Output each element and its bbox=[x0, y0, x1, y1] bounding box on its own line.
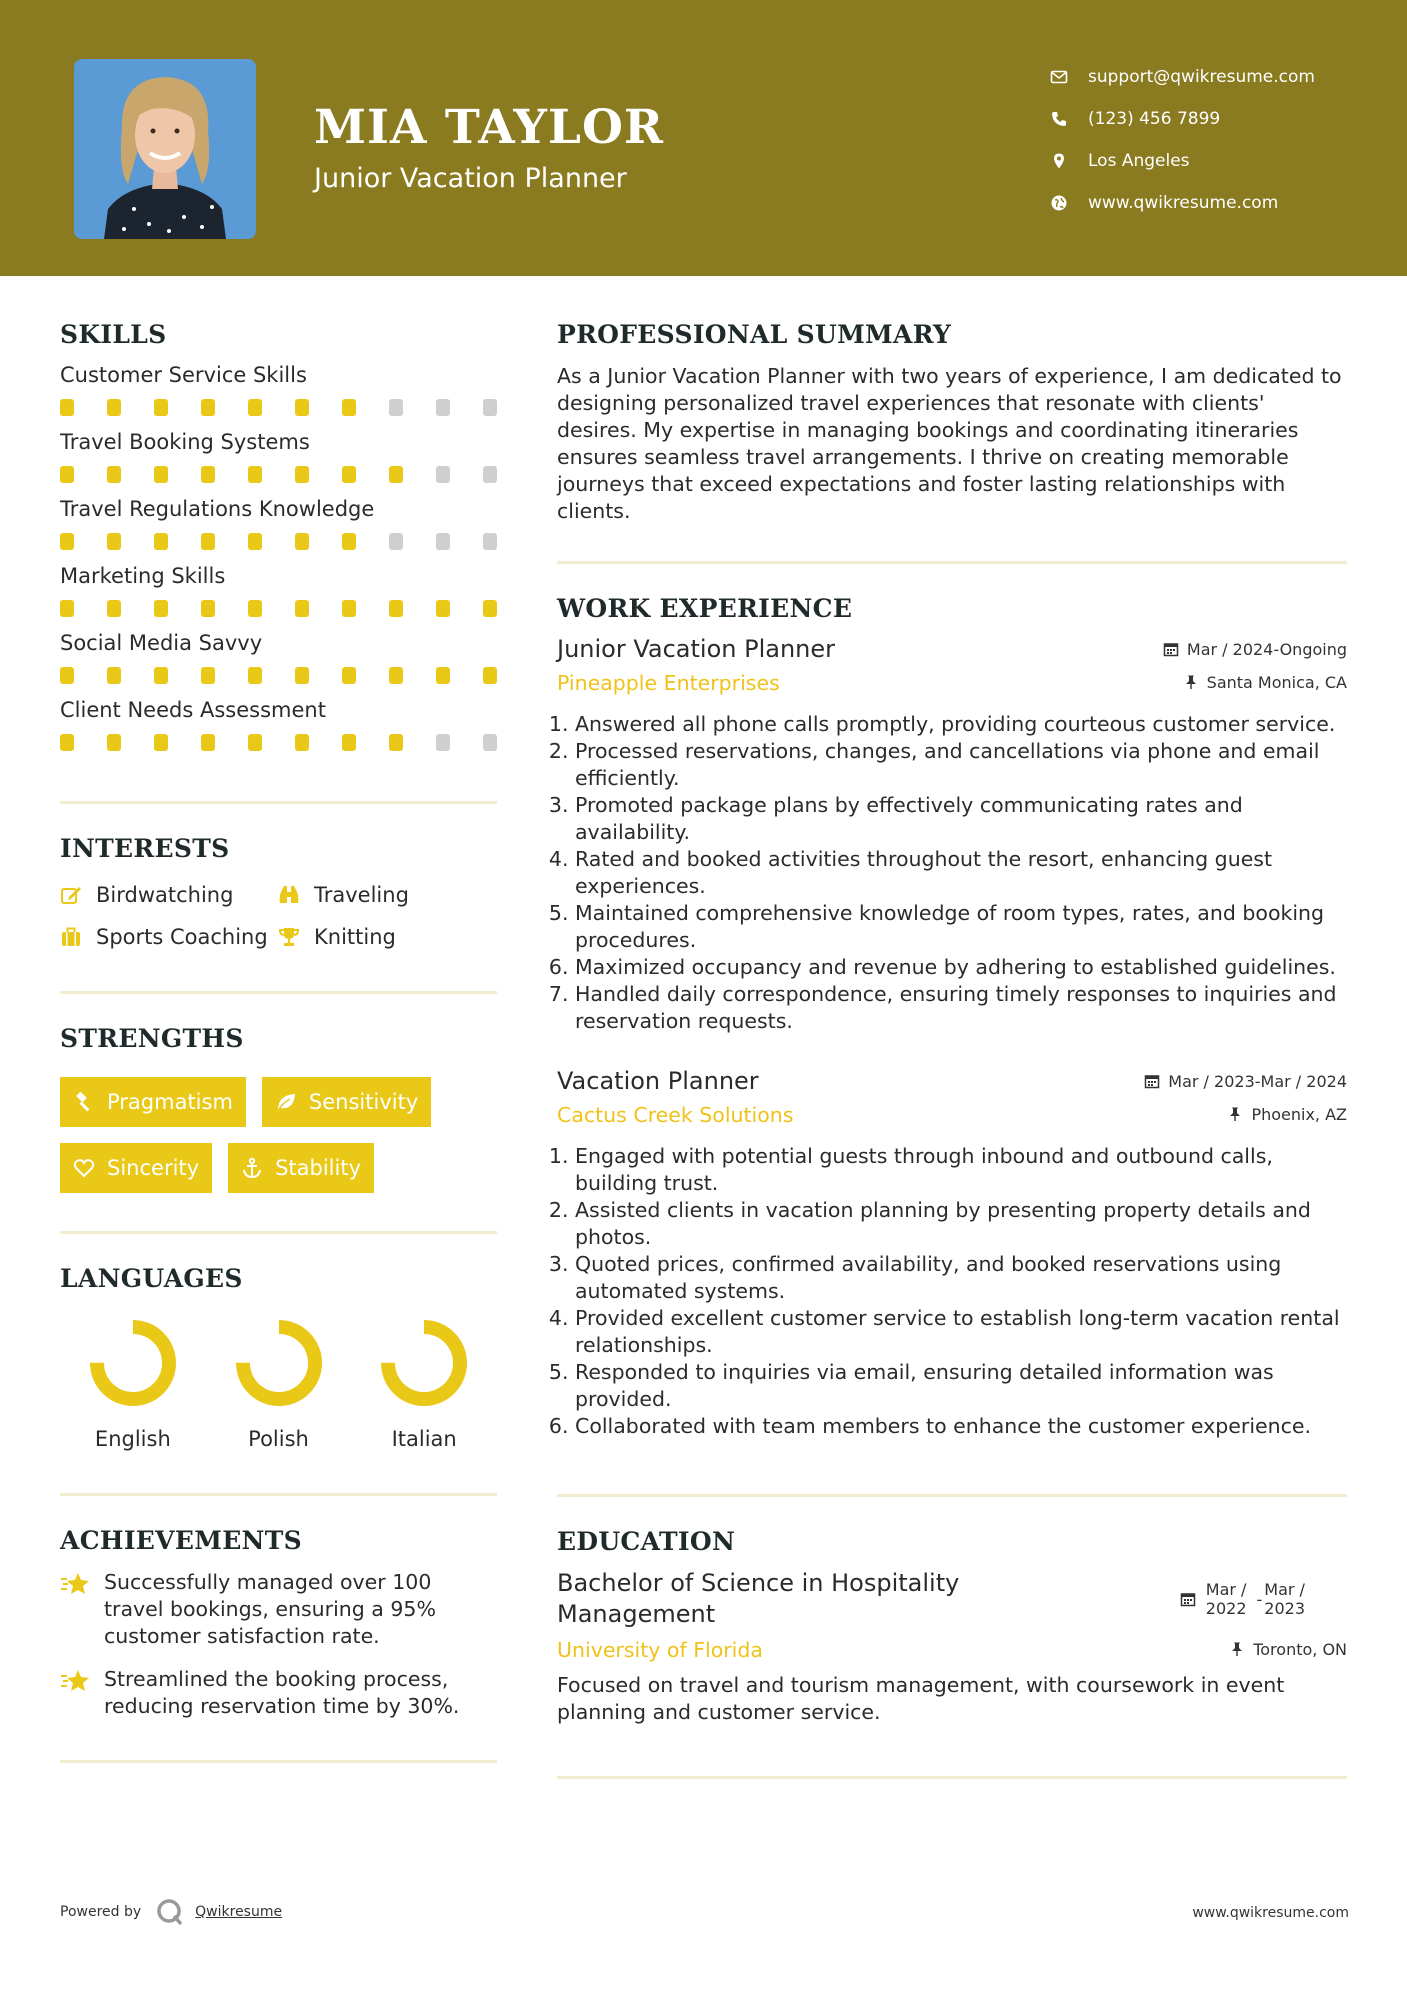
language-item bbox=[351, 1313, 497, 1451]
interest-label: Birdwatching bbox=[96, 883, 234, 907]
profile-photo-image bbox=[74, 59, 256, 239]
resume-header bbox=[0, 0, 1407, 276]
experience-title: WORK EXPERIENCE bbox=[557, 594, 853, 623]
rating-dot-filled bbox=[60, 600, 74, 617]
skill-rating bbox=[60, 466, 497, 483]
education-location-text: Toronto, ON bbox=[1253, 1639, 1347, 1659]
pushpin-icon bbox=[1183, 674, 1199, 690]
rating-dot-filled bbox=[295, 466, 309, 483]
skill-item bbox=[60, 363, 497, 416]
duty-item: 6. Maximized occupancy and revenue by adhering to established guidelines. bbox=[575, 954, 1347, 981]
duty-item: 2. Assisted clients in vacation planning by presenting property details and photos. bbox=[575, 1197, 1347, 1251]
education-start-year: 2022 bbox=[1205, 1599, 1247, 1618]
duty-list bbox=[557, 711, 1347, 1035]
trophy-icon bbox=[278, 926, 300, 948]
job-title: Vacation Planner bbox=[557, 1067, 759, 1095]
strengths-title: STRENGTHS bbox=[60, 1024, 244, 1053]
experience-section bbox=[557, 594, 1347, 1440]
calendar-icon bbox=[1163, 641, 1179, 657]
language-proficiency-arc bbox=[97, 1327, 169, 1399]
duty-item: 4. Rated and booked activities throughout the resort, enhancing guest experiences. bbox=[575, 846, 1347, 900]
summary-title: PROFESSIONAL SUMMARY bbox=[557, 320, 952, 349]
skill-rating bbox=[60, 533, 497, 550]
rating-dot-empty bbox=[483, 466, 497, 483]
rating-dot-empty bbox=[483, 533, 497, 550]
candidate-role: Junior Vacation Planner bbox=[314, 163, 627, 194]
language-proficiency-arc bbox=[243, 1327, 315, 1399]
job-title: Junior Vacation Planner bbox=[557, 635, 836, 663]
rating-dot-filled bbox=[248, 533, 262, 550]
rating-dot-filled bbox=[154, 734, 168, 751]
rating-dot-filled bbox=[248, 667, 262, 684]
section-divider bbox=[60, 1231, 497, 1234]
rating-dot-filled bbox=[295, 734, 309, 751]
rating-dot-empty bbox=[436, 399, 450, 416]
achievement-item bbox=[60, 1666, 497, 1720]
rating-dot-filled bbox=[154, 667, 168, 684]
rating-dot-filled bbox=[483, 667, 497, 684]
rating-dot-filled bbox=[154, 399, 168, 416]
rating-dot-filled bbox=[60, 399, 74, 416]
skill-rating bbox=[60, 667, 497, 684]
star-icon bbox=[60, 1570, 92, 1598]
education-title: EDUCATION bbox=[557, 1527, 736, 1556]
rating-dot-filled bbox=[60, 466, 74, 483]
job-date-text: Mar / 2024-Ongoing bbox=[1186, 639, 1347, 659]
interest-item bbox=[278, 883, 497, 907]
achievements-title: ACHIEVEMENTS bbox=[60, 1526, 302, 1555]
skill-item bbox=[60, 497, 497, 550]
rating-dot-filled bbox=[107, 466, 121, 483]
rating-dot-filled bbox=[248, 466, 262, 483]
degree-title: Bachelor of Science in Hospitality Management bbox=[557, 1569, 960, 1628]
leaf-icon bbox=[275, 1091, 297, 1113]
calendar-icon bbox=[1144, 1073, 1160, 1089]
strength-label: Sensitivity bbox=[308, 1090, 419, 1114]
contact-website[interactable] bbox=[1050, 182, 1315, 224]
phone-icon bbox=[1050, 110, 1068, 128]
rating-dot-filled bbox=[295, 533, 309, 550]
rating-dot-filled bbox=[342, 399, 356, 416]
contact-phone[interactable] bbox=[1050, 98, 1315, 140]
rating-dot-filled bbox=[107, 533, 121, 550]
right-column bbox=[557, 320, 1347, 1779]
strength-label: Pragmatism bbox=[107, 1090, 233, 1114]
rating-dot-filled bbox=[154, 533, 168, 550]
interests-section bbox=[60, 834, 497, 949]
interest-item bbox=[278, 925, 497, 949]
contact-location bbox=[1050, 140, 1315, 182]
rating-dot-filled bbox=[201, 533, 215, 550]
footer-branding bbox=[60, 1897, 282, 1927]
section-divider bbox=[557, 1776, 1347, 1779]
rating-dot-filled bbox=[389, 466, 403, 483]
pushpin-icon bbox=[1227, 1106, 1243, 1122]
brand-link[interactable]: Qwikresume bbox=[195, 1904, 283, 1920]
languages-section bbox=[60, 1264, 497, 1451]
binoculars-icon bbox=[278, 884, 300, 906]
contact-phone-text: (123) 456 7899 bbox=[1088, 109, 1221, 129]
globe-icon bbox=[1050, 194, 1068, 212]
company-name: Pineapple Enterprises bbox=[557, 671, 780, 695]
contact-location-text: Los Angeles bbox=[1088, 151, 1190, 171]
contact-email[interactable] bbox=[1050, 56, 1315, 98]
skill-name: Social Media Savvy bbox=[60, 631, 263, 655]
anchor-icon bbox=[241, 1157, 263, 1179]
rating-dot-filled bbox=[389, 600, 403, 617]
job-entry bbox=[557, 1067, 1347, 1440]
interest-label: Traveling bbox=[314, 883, 409, 907]
rating-dot-filled bbox=[60, 734, 74, 751]
section-divider bbox=[60, 1493, 497, 1496]
strength-label: Sincerity bbox=[107, 1156, 200, 1180]
strengths-section bbox=[60, 1024, 497, 1193]
rating-dot-filled bbox=[201, 466, 215, 483]
language-name: Polish bbox=[248, 1427, 309, 1451]
language-proficiency-arc bbox=[388, 1327, 460, 1399]
rating-dot-filled bbox=[436, 667, 450, 684]
rating-dot-filled bbox=[201, 667, 215, 684]
skill-item bbox=[60, 430, 497, 483]
school-name: University of Florida bbox=[557, 1638, 763, 1662]
qwikresume-logo-icon bbox=[155, 1897, 185, 1927]
section-divider bbox=[557, 561, 1347, 564]
section-divider bbox=[557, 1494, 1347, 1497]
section-divider bbox=[60, 1760, 497, 1763]
skill-name: Travel Regulations Knowledge bbox=[60, 497, 375, 521]
duty-item: 3. Quoted prices, confirmed availability, and booked reservations using automated systems. bbox=[575, 1251, 1347, 1305]
education-description: Focused on travel and tourism management, with coursework in event planning and customer service. bbox=[557, 1673, 1285, 1724]
skill-name: Marketing Skills bbox=[60, 564, 226, 588]
candidate-name: MIA TAYLOR bbox=[314, 100, 664, 155]
skill-rating bbox=[60, 734, 497, 751]
language-item bbox=[60, 1313, 206, 1451]
duty-item: 1. Engaged with potential guests through inbound and outbound calls, building trust. bbox=[575, 1143, 1347, 1197]
rating-dot-filled bbox=[60, 667, 74, 684]
skill-item bbox=[60, 564, 497, 617]
job-location bbox=[1183, 673, 1347, 692]
pencil-square-icon bbox=[60, 884, 82, 906]
job-date bbox=[1163, 640, 1347, 659]
achievement-text: Successfully managed over 100 travel bookings, ensuring a 95% customer satisfaction rate. bbox=[104, 1570, 436, 1648]
section-divider bbox=[60, 801, 497, 804]
duty-item: 6. Collaborated with team members to enhance the customer experience. bbox=[575, 1413, 1347, 1440]
contact-list bbox=[1050, 56, 1315, 224]
languages-title: LANGUAGES bbox=[60, 1264, 243, 1293]
skill-name: Client Needs Assessment bbox=[60, 698, 326, 722]
summary-section bbox=[557, 320, 1347, 525]
rating-dot-filled bbox=[201, 600, 215, 617]
duty-item: 1. Answered all phone calls promptly, providing courteous customer service. bbox=[575, 711, 1347, 738]
contact-website-text: www.qwikresume.com bbox=[1088, 193, 1279, 213]
skill-name: Travel Booking Systems bbox=[60, 430, 310, 454]
education-start-month: Mar / bbox=[1205, 1580, 1247, 1599]
duty-item: 5. Maintained comprehensive knowledge of room types, rates, and booking procedures. bbox=[575, 900, 1347, 954]
language-name: English bbox=[94, 1427, 171, 1451]
rating-dot-filled bbox=[342, 533, 356, 550]
location-pin-icon bbox=[1050, 152, 1068, 170]
rating-dot-empty bbox=[389, 399, 403, 416]
rating-dot-filled bbox=[389, 667, 403, 684]
rating-dot-filled bbox=[201, 399, 215, 416]
envelope-icon bbox=[1050, 68, 1068, 86]
job-location-text: Santa Monica, CA bbox=[1206, 672, 1347, 692]
company-name: Cactus Creek Solutions bbox=[557, 1103, 794, 1127]
strength-tag bbox=[262, 1077, 431, 1127]
language-gauge bbox=[374, 1313, 474, 1413]
interest-item bbox=[60, 883, 278, 907]
footer-url[interactable]: www.qwikresume.com bbox=[1192, 1905, 1349, 1921]
rating-dot-filled bbox=[342, 466, 356, 483]
duty-item: 3. Promoted package plans by effectively communicating rates and availability. bbox=[575, 792, 1347, 846]
skill-rating bbox=[60, 399, 497, 416]
rating-dot-empty bbox=[483, 734, 497, 751]
rating-dot-empty bbox=[389, 533, 403, 550]
duty-item: 2. Processed reservations, changes, and cancellations via phone and email efficiently. bbox=[575, 738, 1347, 792]
profile-photo bbox=[74, 59, 256, 239]
pushpin-icon bbox=[1229, 1641, 1245, 1657]
duty-list bbox=[557, 1143, 1347, 1440]
rating-dot-filled bbox=[436, 600, 450, 617]
star-icon bbox=[60, 1667, 92, 1695]
interest-label: Sports Coaching bbox=[96, 925, 268, 949]
rating-dot-filled bbox=[60, 533, 74, 550]
language-gauge bbox=[229, 1313, 329, 1413]
interest-label: Knitting bbox=[314, 925, 396, 949]
rating-dot-filled bbox=[483, 600, 497, 617]
rating-dot-filled bbox=[154, 600, 168, 617]
education-end-year: 2023 bbox=[1264, 1599, 1305, 1618]
rating-dot-filled bbox=[342, 667, 356, 684]
strength-tag bbox=[60, 1143, 212, 1193]
duty-item: 5. Responded to inquiries via email, ensuring detailed information was provided. bbox=[575, 1359, 1347, 1413]
rating-dot-filled bbox=[295, 667, 309, 684]
job-date-text: Mar / 2023-Mar / 2024 bbox=[1168, 1071, 1347, 1091]
rating-dot-filled bbox=[201, 734, 215, 751]
strength-label: Stability bbox=[275, 1156, 362, 1180]
job-location-text: Phoenix, AZ bbox=[1251, 1104, 1347, 1124]
rating-dot-filled bbox=[342, 600, 356, 617]
contact-email-text: support@qwikresume.com bbox=[1088, 67, 1315, 87]
briefcase-icon bbox=[60, 926, 82, 948]
section-divider bbox=[60, 991, 497, 994]
interest-item bbox=[60, 925, 278, 949]
rating-dot-filled bbox=[389, 734, 403, 751]
job-entry bbox=[557, 635, 1347, 1035]
education-date-dash: - bbox=[1256, 1589, 1263, 1609]
interests-title: INTERESTS bbox=[60, 834, 230, 863]
education-end-month: Mar / bbox=[1264, 1580, 1305, 1599]
gavel-icon bbox=[73, 1091, 95, 1113]
duty-item: 4. Provided excellent customer service to establish long-term vacation rental relationships. bbox=[575, 1305, 1347, 1359]
language-gauge bbox=[83, 1313, 183, 1413]
rating-dot-filled bbox=[248, 600, 262, 617]
skill-item bbox=[60, 698, 497, 751]
achievement-text: Streamlined the booking process, reducing reservation time by 30%. bbox=[104, 1667, 460, 1718]
job-date bbox=[1144, 1072, 1347, 1091]
achievement-item bbox=[60, 1569, 497, 1650]
rating-dot-filled bbox=[342, 734, 356, 751]
skill-name: Customer Service Skills bbox=[60, 363, 307, 387]
language-item bbox=[206, 1313, 352, 1451]
rating-dot-filled bbox=[248, 399, 262, 416]
rating-dot-empty bbox=[436, 466, 450, 483]
rating-dot-filled bbox=[107, 734, 121, 751]
skill-item bbox=[60, 631, 497, 684]
rating-dot-filled bbox=[295, 399, 309, 416]
rating-dot-filled bbox=[248, 734, 262, 751]
rating-dot-empty bbox=[483, 399, 497, 416]
skill-rating bbox=[60, 600, 497, 617]
powered-by-text: Powered by bbox=[60, 1904, 142, 1920]
calendar-icon bbox=[1180, 1591, 1196, 1607]
strength-tag bbox=[228, 1143, 374, 1193]
heart-icon bbox=[73, 1157, 95, 1179]
language-name: Italian bbox=[391, 1427, 457, 1451]
rating-dot-filled bbox=[295, 600, 309, 617]
education-section bbox=[557, 1527, 1347, 1726]
achievements-section bbox=[60, 1526, 497, 1720]
skills-section bbox=[60, 320, 497, 751]
left-column bbox=[60, 320, 497, 1763]
rating-dot-filled bbox=[154, 466, 168, 483]
summary-text: As a Junior Vacation Planner with two years of experience, I am dedicated to designing personalized travel experiences that resonate with clients' desires. My expertise in managing bookings and coordinating itineraries ensures seamless travel arrangements. I thrive on creating memorable journeys that exceed expectations and foster lasting relationships with clients. bbox=[557, 364, 1342, 523]
education-date bbox=[1180, 1568, 1305, 1630]
rating-dot-empty bbox=[436, 533, 450, 550]
education-location bbox=[1229, 1640, 1347, 1659]
skills-title: SKILLS bbox=[60, 320, 167, 349]
duty-item: 7. Handled daily correspondence, ensuring timely responses to inquiries and reservation requests. bbox=[575, 981, 1347, 1035]
strength-tag bbox=[60, 1077, 246, 1127]
rating-dot-filled bbox=[107, 600, 121, 617]
rating-dot-filled bbox=[107, 399, 121, 416]
job-location bbox=[1227, 1105, 1347, 1124]
rating-dot-filled bbox=[107, 667, 121, 684]
rating-dot-empty bbox=[436, 734, 450, 751]
